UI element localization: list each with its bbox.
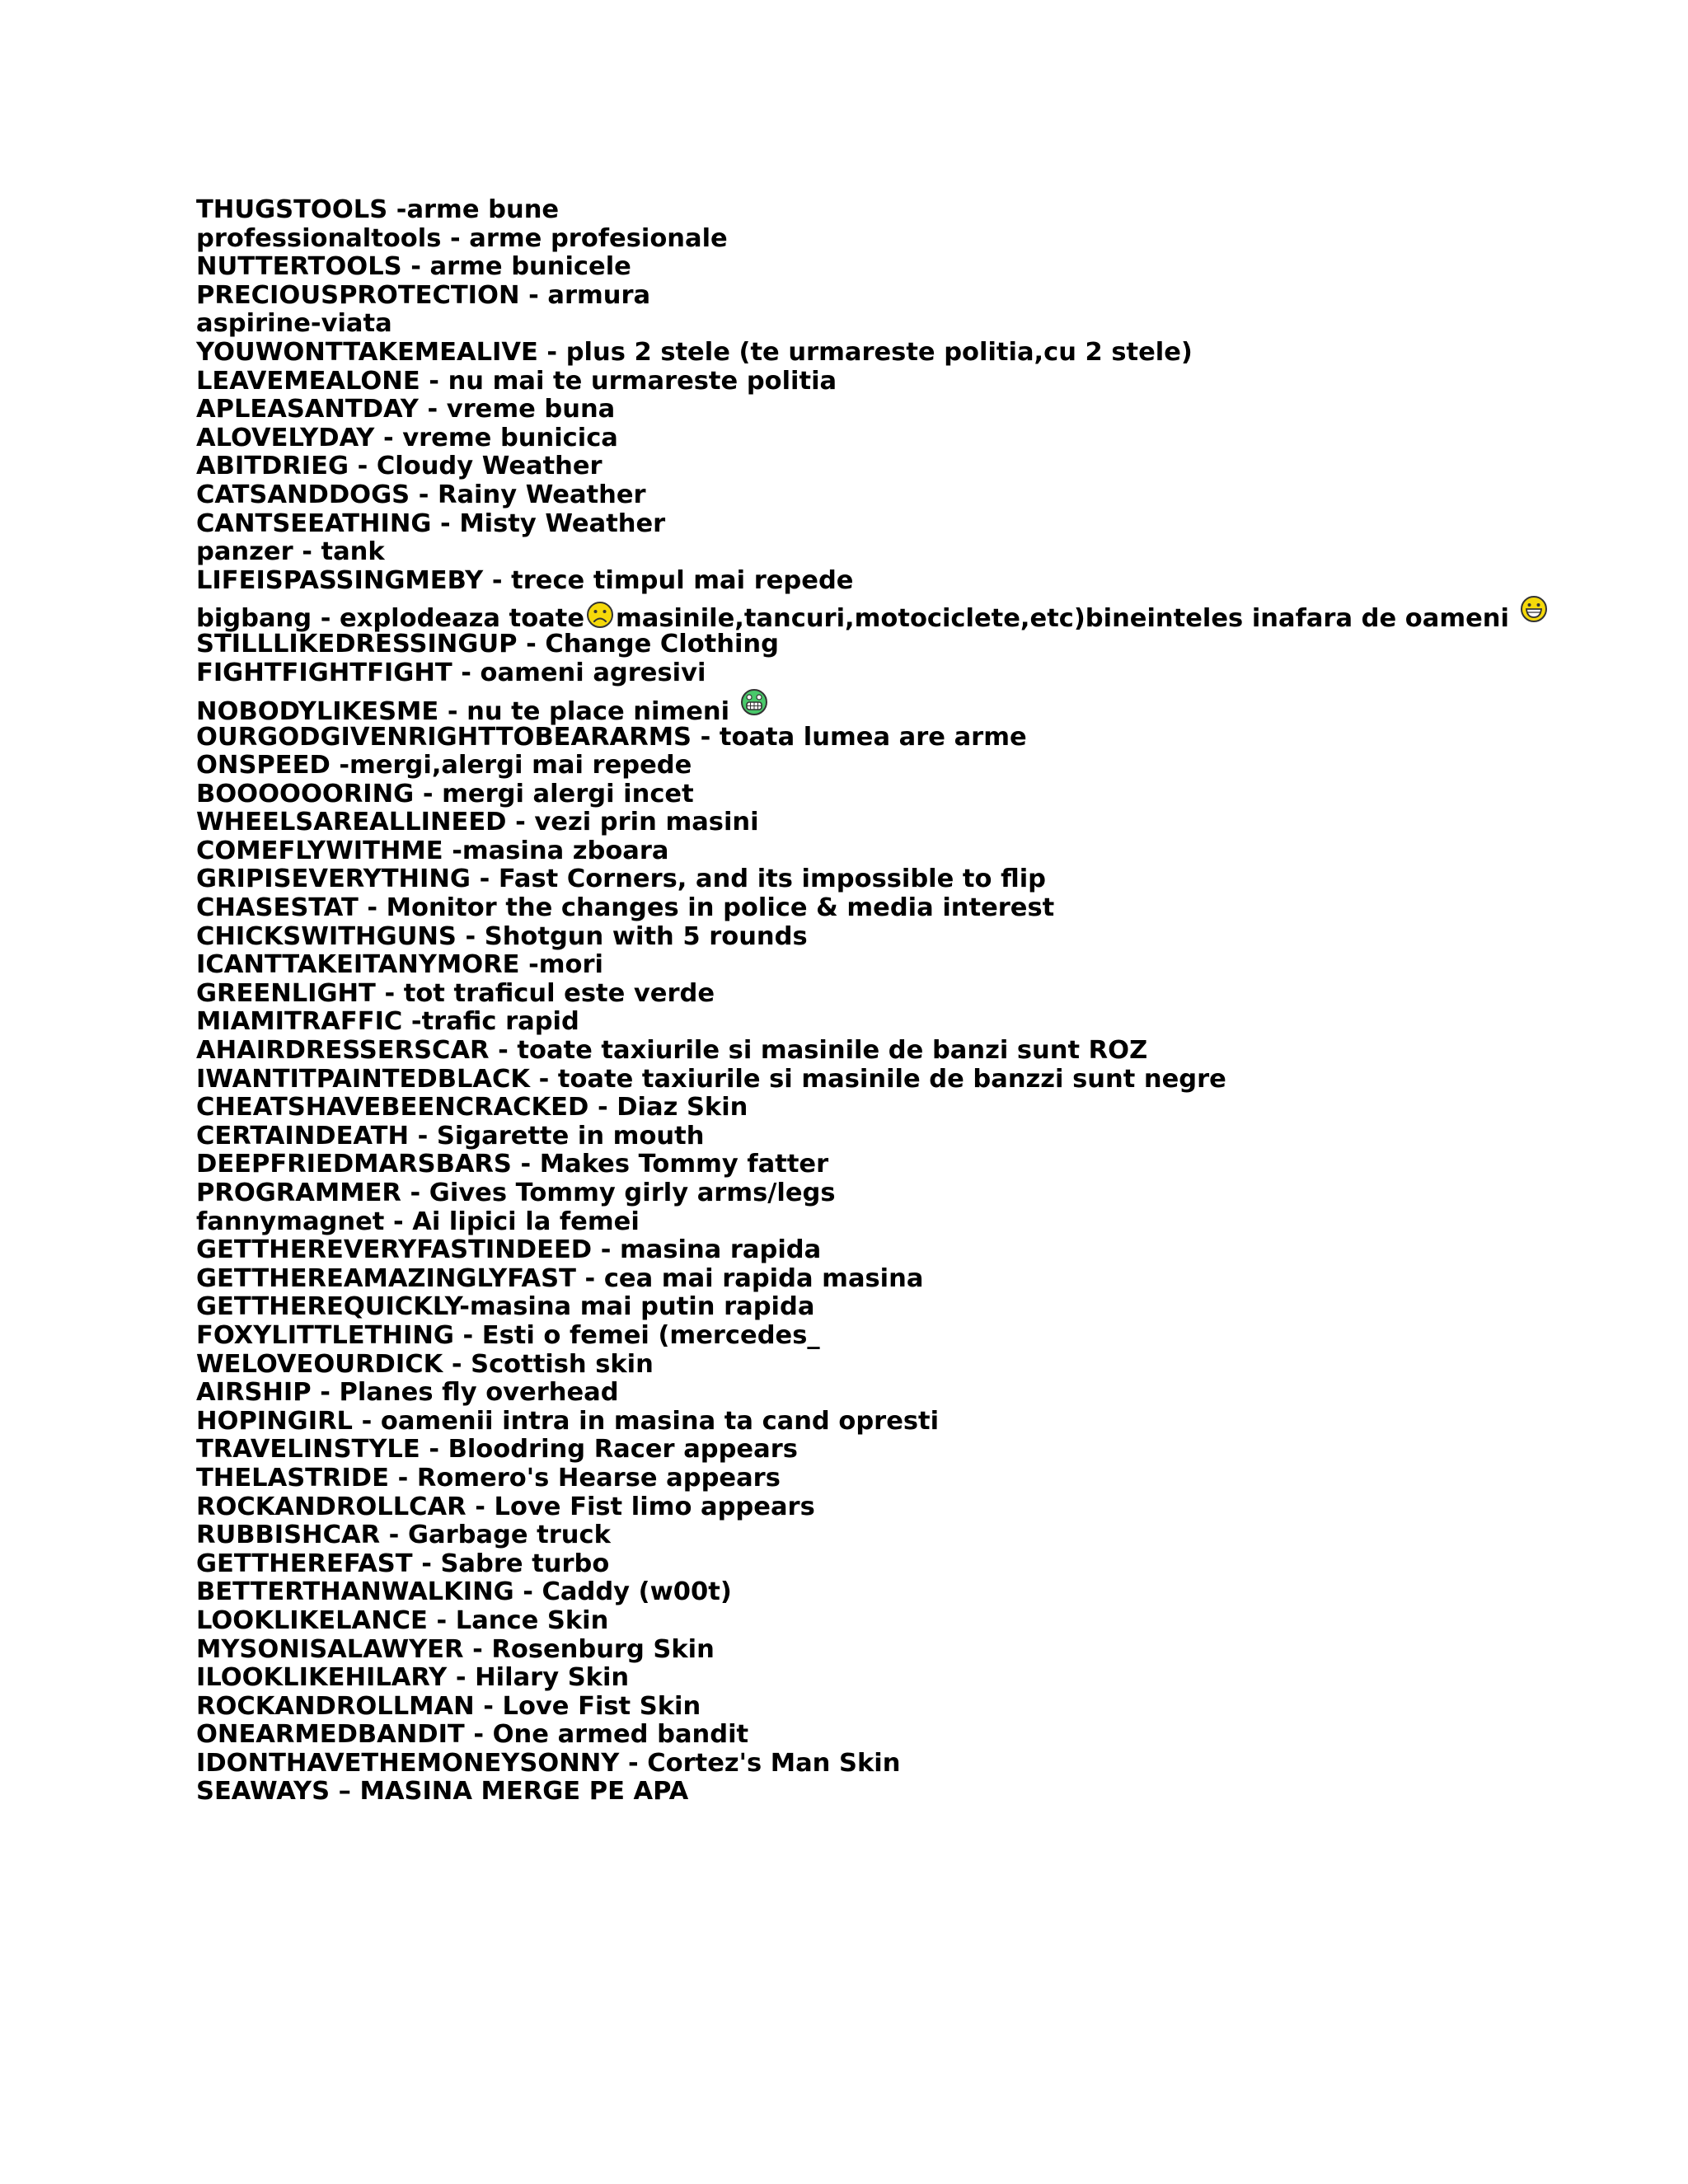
list-item: fannymagnet - Ai lipici la femei <box>196 1207 640 1236</box>
grin-face-icon <box>1520 595 1548 623</box>
list-item: THELASTRIDE - Romero's Hearse appears <box>196 1463 781 1493</box>
list-item: APLEASANTDAY - vreme buna <box>196 395 616 424</box>
list-item: GETTHEREFAST - Sabre turbo <box>196 1549 610 1578</box>
list-item: BOOOOOORING - mergi alergi incet <box>196 779 694 808</box>
list-item: FOXYLITTLETHING - Esti o femei (mercedes_ <box>196 1320 820 1350</box>
list-item: PROGRAMMER - Gives Tommy girly arms/legs <box>196 1179 836 1207</box>
list-item: LEAVEMEALONE - nu mai te urmareste politia <box>196 366 837 396</box>
list-item: STILLLIKEDRESSINGUP - Change Clothing <box>196 630 779 659</box>
list-item: panzer - tank <box>196 537 385 567</box>
list-item-text: bigbang - explodeaza toate <box>196 604 585 634</box>
list-item: CHICKSWITHGUNS - Shotgun with 5 rounds <box>196 921 808 951</box>
list-item: IWANTITPAINTEDBLACK - toate taxiurile si masinile de banzzi sunt negre <box>196 1064 1226 1094</box>
list-item: CANTSEEATHING - Misty Weather <box>196 509 666 538</box>
list-item: CHASESTAT - Monitor the changes in police & media interest <box>196 893 1055 923</box>
list-item: ILOOKLIKEHILARY - Hilary Skin <box>196 1663 630 1693</box>
list-item: LOOKLIKELANCE - Lance Skin <box>196 1605 609 1635</box>
list-item-text: NOBODYLIKESME - nu te place nimeni <box>196 696 730 726</box>
list-item: GETTHEREAMAZINGLYFAST - cea mai rapida masina <box>196 1263 924 1293</box>
list-item: TRAVELINSTYLE - Bloodring Racer appears <box>196 1435 798 1465</box>
list-item: SEAWAYS – MASINA MERGE PE APA <box>196 1777 689 1807</box>
list-item: AHAIRDRESSERSCAR - toate taxiurile si masinile de banzi sunt ROZ <box>196 1036 1148 1066</box>
list-item: COMEFLYWITHME -masina zboara <box>196 836 669 865</box>
list-item: FIGHTFIGHTFIGHT - oameni agresivi <box>196 658 706 687</box>
list-item: ONSPEED -mergi,alergi mai repede <box>196 751 692 780</box>
list-item: ROCKANDROLLCAR - Love Fist limo appears <box>196 1492 815 1521</box>
list-item: BETTERTHANWALKING - Caddy (w00t) <box>196 1577 732 1607</box>
sad-face-icon <box>586 601 614 629</box>
list-item: NUTTERTOOLS - arme bunicele <box>196 252 631 282</box>
list-item <box>196 688 1550 724</box>
list-item: CATSANDDOGS - Rainy Weather <box>196 480 646 509</box>
list-item: LIFEISPASSINGMEBY - trece timpul mai repede <box>196 565 854 595</box>
list-item: CHEATSHAVEBEENCRACKED - Diaz Skin <box>196 1093 748 1122</box>
list-item-text: masinile,tancuri,motociclete,etc)bineinteles inafara de oameni <box>616 604 1509 634</box>
list-item: GRIPISEVERYTHING - Fast Corners, and its impossible to flip <box>196 865 1046 894</box>
teeth-grin-face-icon <box>740 688 768 716</box>
list-item: THUGSTOOLS -arme bune <box>196 195 560 224</box>
list-item: ALOVELYDAY - vreme bunicica <box>196 423 618 452</box>
list-item: ICANTTAKEITANYMORE -mori <box>196 950 603 980</box>
list-item: AIRSHIP - Planes fly overhead <box>196 1378 619 1408</box>
list-item: MYSONISALAWYER - Rosenburg Skin <box>196 1634 715 1664</box>
list-item: GREENLIGHT - tot traficul este verde <box>196 978 715 1008</box>
list-item: IDONTHAVETHEMONEYSONNY - Cortez's Man Skin <box>196 1748 901 1778</box>
list-item: YOUWONTTAKEMEALIVE - plus 2 stele (te urmareste politia,cu 2 stele) <box>196 337 1193 367</box>
list-item: GETTHEREVERYFASTINDEED - masina rapida <box>196 1235 822 1265</box>
list-item: WELOVEOURDICK - Scottish skin <box>196 1349 654 1379</box>
list-item: RUBBISHCAR - Garbage truck <box>196 1521 611 1550</box>
list-item: DEEPFRIEDMARSBARS - Makes Tommy fatter <box>196 1150 829 1179</box>
list-item: GETTHEREQUICKLY-masina mai putin rapida <box>196 1292 815 1322</box>
list-item: aspirine-viata <box>196 309 392 339</box>
list-item: HOPINGIRL - oamenii intra in masina ta cand opresti <box>196 1406 940 1436</box>
list-item <box>196 595 1550 634</box>
list-item: WHEELSAREALLINEED - vezi prin masini <box>196 808 759 837</box>
list-item: MIAMITRAFFIC -trafic rapid <box>196 1007 579 1037</box>
list-item: OURGODGIVENRIGHTTOBEARARMS - toata lumea are arme <box>196 722 1027 752</box>
list-item: ROCKANDROLLMAN - Love Fist Skin <box>196 1691 701 1721</box>
list-item: CERTAINDEATH - Sigarette in mouth <box>196 1121 705 1151</box>
list-item: PRECIOUSPROTECTION - armura <box>196 280 651 310</box>
list-item: ONEARMEDBANDIT - One armed bandit <box>196 1720 749 1750</box>
cheat-code-list <box>196 196 1550 1807</box>
list-item: ABITDRIEG - Cloudy Weather <box>196 452 603 481</box>
list-item: professionaltools - arme profesionale <box>196 223 728 253</box>
